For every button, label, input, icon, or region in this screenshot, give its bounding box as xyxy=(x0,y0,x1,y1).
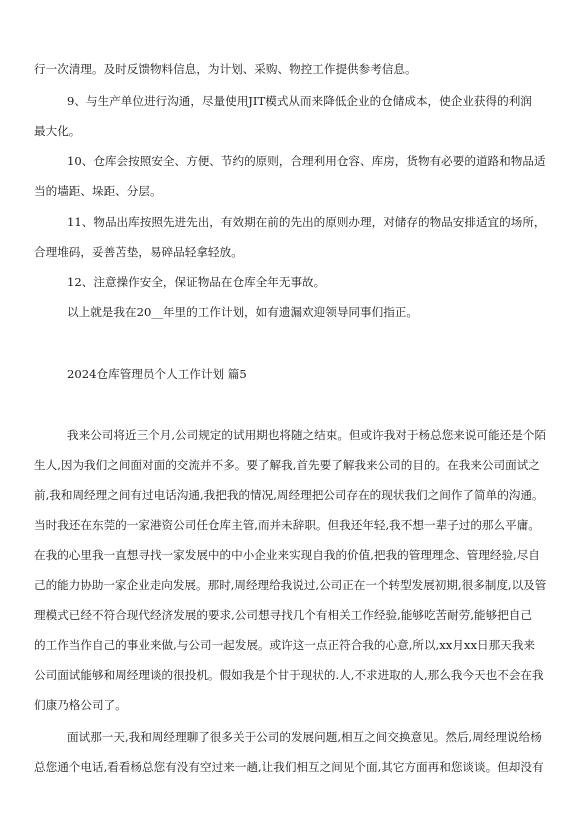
body-line: 总您通个电话,看看杨总您有没有空过来一趟,让我们相互之间见个面,其它方面再和您谈谈。但却没有 xyxy=(34,760,544,774)
body-line: 己的能力协助一家企业走向发展。那时,周经理给我说过,公司正在一个转型发展初期,很多制度,以及管 xyxy=(34,578,547,592)
body-line: 在我的心里我一直想寻找一家发展中的中小企业来实现自我的价值,把我的管理理念、管理经验,尽自 xyxy=(34,548,540,562)
list-item-9: 9、与生产单位进行沟通，尽量使用JIT模式从而来降低企业的仓储成本，使企业获得的利润 xyxy=(67,94,532,108)
section-title: 2024仓库管理员个人工作计划 篇5 xyxy=(67,367,247,381)
list-item-11: 11、物品出库按照先进先出，有效期在前的先出的原则办理，对储存的物品安排适宜的场所， xyxy=(67,215,546,229)
body-line: 们康乃格公司了。 xyxy=(34,698,127,712)
body-line: 生人,因为我们之间面对面的交流并不多。要了解我,首先要了解我来公司的目的。在我来公司面试之 xyxy=(34,458,540,472)
list-text-line: 最大化。 xyxy=(34,124,81,138)
body-line: 的工作当作自己的事业来做,与公司一起发展。或许这一点正符合我的心意,所以,xx月xx日那天我来 xyxy=(34,638,535,652)
body-line: 前,我和周经理之间有过电话沟通,我把我的情况,周经理把公司存在的现状我们之间作了简单的沟通。 xyxy=(34,488,544,502)
body-line: 公司面试能够和周经理谈的很投机。假如我是个甘于现状的.人,不求进取的人,那么我今天也不会在我 xyxy=(34,668,544,682)
list-item-10: 10、仓库会按照安全、方便、节约的原则，合理利用仓容、库房，货物有必要的道路和物品适 xyxy=(67,154,546,168)
list-text-line: 当的墙距、垛距、分层。 xyxy=(34,184,162,198)
list-text-line: 合理堆码，妥善苫垫，易碎品轻拿轻放。 xyxy=(34,245,243,259)
closing-line: 以上就是我在20__年里的工作计划，如有遗漏欢迎领导同事们指正。 xyxy=(67,305,418,319)
body-line: 当时我还在东莞的一家港资公司任仓库主管,而并未辞职。但我还年轻,我不想一辈子过的那么平庸。 xyxy=(34,518,540,532)
body-line: 面试那一天,我和周经理聊了很多关于公司的发展问题,相互之间交换意见。然后,周经理说给杨 xyxy=(67,730,542,744)
body-line: 我来公司将近三个月,公司规定的试用期也将随之结束。但或许我对于杨总您来说可能还是个陌 xyxy=(67,428,547,442)
list-text-line: 行一次清理。及时反馈物料信息，为计划、采购、物控工作提供参考信息。 xyxy=(34,62,417,76)
body-line: 理模式已经不符合现代经济发展的要求,公司想寻找几个有相关工作经验,能够吃苦耐劳,能够把自己 xyxy=(34,608,532,622)
list-item-12: 12、注意操作安全，保证物品在仓库全年无事故。 xyxy=(67,275,326,289)
